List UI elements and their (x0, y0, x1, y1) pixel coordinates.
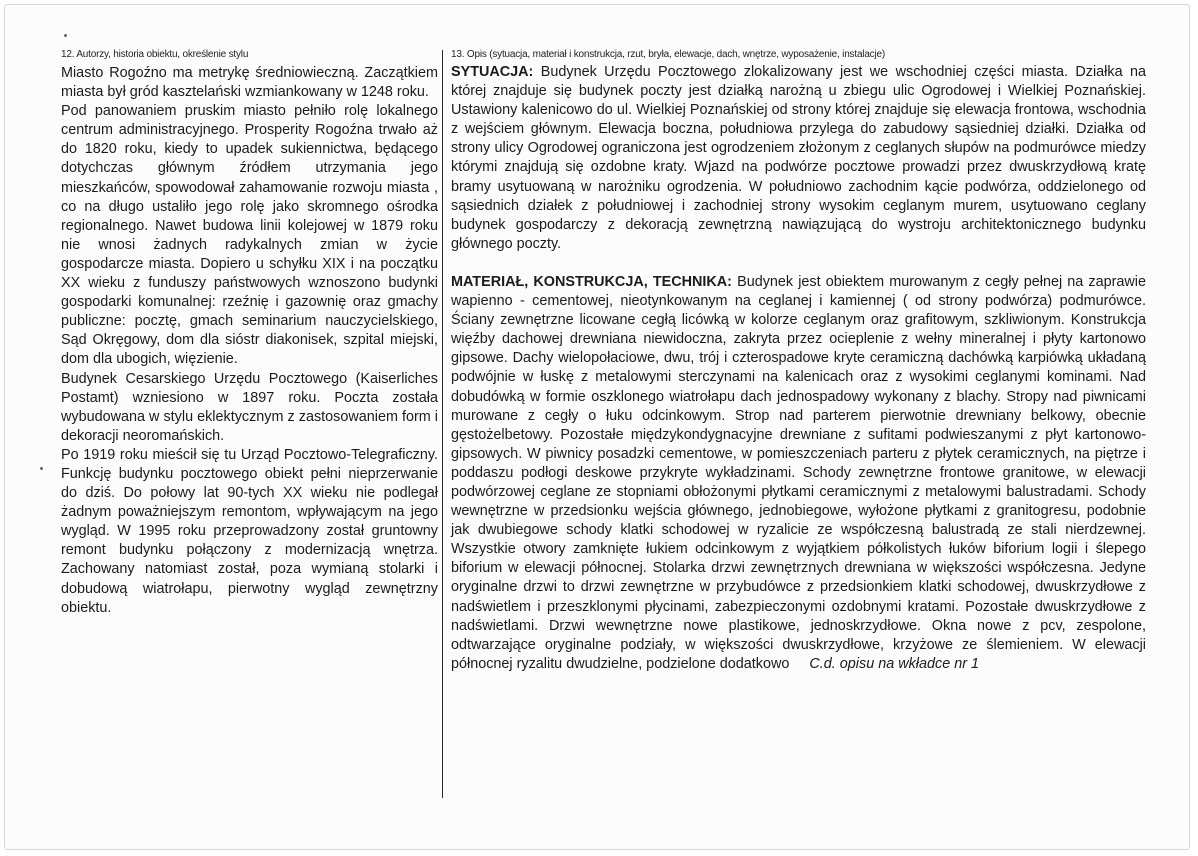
description-section-header: 13. Opis (sytuacja, materiał i konstrukcja, rzut, bryła, elewacje, dach, wnętrze, wyposażenie, instalacje) (451, 49, 885, 60)
scan-speck (64, 34, 67, 37)
material-text: Budynek jest obiektem murowanym z cegły pełnej na zaprawie wapienno - cementowej, nieotynkowanym na ceglanej i kamiennej ( od strony podwórza) podmurówce. Ściany zewnętrzne licowane cegłą licówką w kolorze ceglanym oraz grafitowym, szkliwionym. Konstrukcja więźby dachowej drewniana niewidoczna, zakryta przez ocieplenie z wełny mineralnej i płyty kartonowo gipsowe. Dachy wielopołaciowe, dwu, trój i czterospadowe kryte ceramiczną dachówką karpiówką układaną podwójnie w łuskę z metalowymi sterczynami na kalenicach oraz z wysokimi ceglanymi kominami. Nad dobudówką w formie oszklonego wiatrołapu dach jednospadowy wykonany z blachy. Stropy nad piwnicami murowane z cegły o łuku odcinkowym. Strop nad parterem pierwotnie drewniany belkowy, obecnie gęstożelbetowy. Pozostałe międzykondygnacyjne drewniane z sufitami podwieszanymi z płyt kartonowo- gipsowych. W piwnicy posadzki cementowe, w pomieszczeniach parteru z płytek ceramicznych, na piętrze i poddaszu podłogi deskowe przykryte wykładzinami. Schody zewnętrzne frontowe granitowe, w elewacji podwórzowej ceglane ze stopniami obłożonymi płytkami ceramicznymi z metalowymi balustradami. Schody wewnętrzne w przedsionku wejścia głównego, jednobiegowe, wyłożone płytkami z granitogresu, podobnie jak dwubiegowe schody klatki schodowej w ryzalicie ze współczesną balustradą ze stali nierdzewnej. Wszystkie otwory zamknięte łukiem odcinkowym z wyjątkiem półkolistych łuków biforium logii i ślepego biforium w elewacji północnej. Stolarka drzwi zewnętrznych drewniana w większości współczesna. Jedyne oryginalne drzwi to drzwi zewnętrzne w przybudówce z przedsionkiem klatki schodowej, dwuskrzydłowe z nadświetlem i przeszklonymi płycinami, zabezpieczonymi ozdobnymi kratami. Pozostałe dwuskrzydłowe z nadświetlami. Drzwi wewnętrzne nowe plastikowe, jednoskrzydłowe. Okna nowe z pcv, zespolone, odtwarzające oryginalne podziały, w większości dwuskrzydłowe, krzyżowe ze ślemieniem. W elewacji północnej ryzalitu dwudzielne, podzielone dodatkowo (451, 273, 1146, 672)
material-heading: MATERIAŁ, KONSTRUKCJA, TECHNIKA: (451, 273, 732, 290)
history-paragraph: Pod panowaniem pruskim miasto pełniło rolę lokalnego centrum administracyjnego. Prosperity Rogoźna trwało aż do 1820 roku, kiedy to upadek sukiennictwa, będącego dotychczas głównym źródłem utrzymania jego mieszkańców, spowodował zahamowanie rozwoju miasta , co na długo ustaliło jego rolę jako skromnego ośrodka regionalnego. Nawet budowa linii kolejowej w 1879 roku nie wnosi żadnych radykalnych zmian w życie gospodarcze miasta. Dopiero u schyłku XIX i na początku XX wieku z funduszy państwowych wznoszono budynki gospodarki komunalnej: rzeźnię i gazownię oraz gmachy publiczne: pocztę, gmach seminarium nauczycielskiego, Sąd Okręgowy, dom dla sióstr diakonisek, szpital miejski, dom dla ubogich, więzienie. (61, 103, 438, 368)
situation-heading: SYTUACJA: (451, 64, 534, 80)
history-paragraph: Po 1919 roku mieścił się tu Urząd Pocztowo-Telegraficzny. Funkcję budynku pocztowego obiekt pełni nieprzerwanie do dziś. Do połowy lat 90-tych XX wieku nie podlegał żadnym poważniejszym remontom, wpływającym na jego wygląd. W 1995 roku przeprowadzony został gruntowny remont budynku połączony z modernizacją wnętrza. Zachowany natomiast został, poza wymianą stolarki i dobudową wiatrołapu, pierwotny wygląd zewnętrzny obiektu. (61, 446, 438, 616)
history-section-header: 12. Autorzy, historia obiektu, określenie stylu (61, 49, 249, 60)
scan-speck (40, 467, 43, 470)
description-text (451, 63, 1146, 674)
column-divider (442, 50, 443, 798)
situation-paragraph (451, 63, 1146, 254)
material-paragraph (451, 273, 1146, 674)
paragraph-gap (451, 254, 1146, 273)
history-text (61, 64, 438, 618)
situation-text: Budynek Urzędu Pocztowego zlokalizowany jest we wschodniej części miasta. Działka na której znajduje się budynek poczty jest działką narożną u zbiegu ulic Ogrodowej i Wielkiej Poznańskiej. Ustawiony kalenicowo do ul. Wielkiej Poznańskiej od strony której znajduje się elewacja frontowa, wschodnia z wejściem głównym. Elewacja boczna, południowa przylega do zabudowy sąsiedniej działki. Działka od strony ulicy Ogrodowej ograniczona jest ogrodzeniem złożonym z ceglanych słupów na podmurówce miedzy którymi znajdują się ozdobne kraty. Wjazd na podwórze pocztowe prowadzi przez dwuskrzydłową kratę bramy usytuowaną w narożniku ogrodzenia. W południowo zachodnim kącie podwórza, oddzielonego od sąsiednich działek z południowej i zachodniej strony wysokim ceglanym murem, usytuowano ceglany budynek gospodarczy z dekoracją zewnętrzną nawiązującą do wystroju architektonicznego budynku głównego poczty. (451, 64, 1146, 252)
history-paragraph: Miasto Rogoźno ma metrykę średniowieczną. Zaczątkiem miasta był gród kasztelański wzmiankowany w 1248 roku. (61, 65, 438, 101)
continuation-note: C.d. opisu na wkładce nr 1 (809, 655, 979, 672)
history-paragraph: Budynek Cesarskiego Urzędu Pocztowego (Kaiserliches Postamt) wzniesiono w 1897 roku. Poczta została wybudowana w stylu eklektycznym z zastosowaniem form i dekoracji neoromańskich. (61, 370, 438, 444)
